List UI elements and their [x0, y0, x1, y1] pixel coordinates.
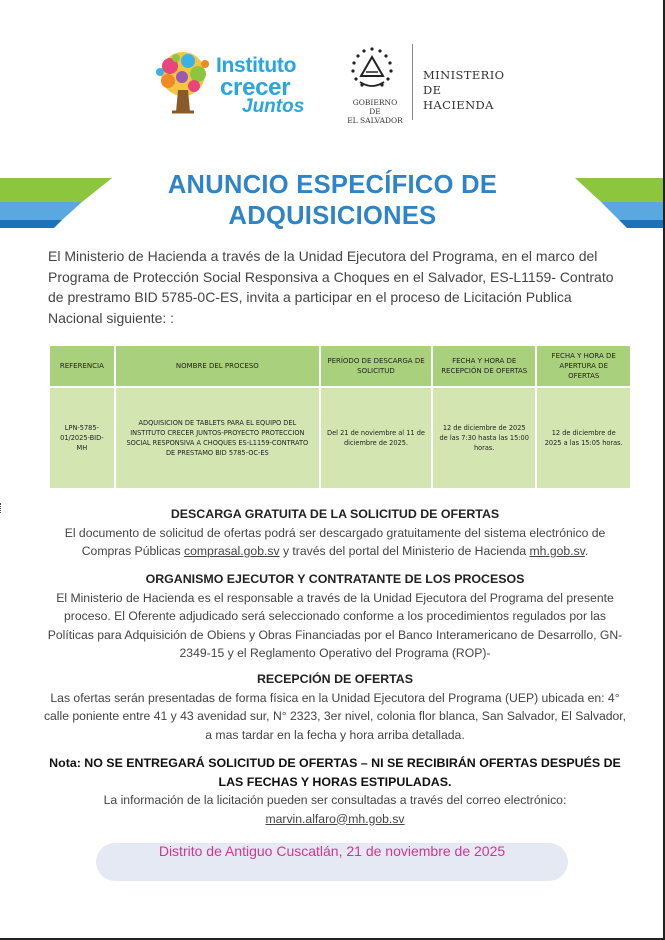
footer-location-date: Distrito de Antiguo Cuscatlán, 21 de noviembre de 2025: [96, 843, 568, 881]
instituto-crecer-juntos-logo: [150, 50, 310, 116]
process-table: [48, 344, 632, 490]
cell-nombre-proceso: ADQUISICION DE TABLETS PARA EL EQUIPO DEL INSTITUTO CRECER JUNTOS-PROYECTO PROTECCION SOCIAL RESPONSIVA A CHOQUES ES-L1159-CONTRATO DE PRESTAMO BID 5785-OC-ES: [116, 388, 319, 488]
el-salvador-seal-icon: [350, 46, 394, 92]
organismo-heading: ORGANISMO EJECUTOR Y CONTRATANTE DE LOS PROCESOS: [145, 572, 525, 586]
cell-fecha-recepcion: 12 de diciembre de 2025 de las 7:30 hasta las 15:00 horas.: [433, 388, 535, 488]
email-link[interactable]: marvin.alfaro@mh.gob.sv: [265, 811, 405, 826]
organismo-section: [40, 570, 630, 663]
header-referencia: REFERENCIA: [50, 346, 114, 386]
margin-mark: [0, 503, 4, 513]
right-decorative-band: [575, 172, 665, 232]
nota-heading: Nota: NO SE ENTREGARÁ SOLICITUD DE OFERTAS – NI SE RECIBIRÁN OFERTAS DESPUÉS DE LAS FECHAS Y HORAS ESTIPULADAS.: [49, 756, 621, 789]
intro-paragraph: El Ministerio de Hacienda a través de la Unidad Ejecutora del Programa, en el marco del Programa de Protección Social Responsiva a Choques en el Salvador, ES-L1159- Contrato de prestramo BID 5785-0C-ES, invita a participar en el proceso de Licitación Publica Nacional siguiente: :: [48, 248, 614, 326]
gobierno-label: GOBIERNO DE EL SALVADOR: [347, 98, 403, 125]
ministerio-hacienda-logo: [346, 44, 516, 124]
cell-periodo-descarga: Del 21 de noviembre al 11 de diciembre de 2025.: [321, 388, 431, 488]
header-nombre-proceso: NOMBRE DEL PROCESO: [116, 346, 319, 386]
header-fecha-apertura: FECHA Y HORA DE APERTURA DE OFERTAS: [537, 346, 630, 386]
nota-text: La información de la licitación pueden ser consultadas a través del correo electrónico:: [103, 793, 567, 807]
left-decorative-band: [0, 172, 112, 232]
nota-section: [40, 754, 630, 828]
table-row: [50, 388, 630, 488]
recepcion-heading: RECEPCIÓN DE OFERTAS: [256, 672, 414, 686]
comprasal-link[interactable]: comprasal.gob.sv: [184, 544, 280, 558]
tree-logo-icon: [150, 50, 216, 116]
header-periodo-descarga: PERÍODO DE DESCARGA DE SOLICITUD: [321, 346, 431, 386]
descarga-heading: DESCARGA GRATUITA DE LA SOLICITUD DE OFERTAS: [170, 507, 500, 521]
cell-referencia: LPN-5785-01/2025-BID-MH: [50, 388, 114, 488]
logo-divider: [412, 44, 413, 120]
organismo-text: El Ministerio de Hacienda es el responsable a través de la Unidad Ejecutora del Programa del presente proceso. El Oferente adjudicado será seleccionado conforme a los procedimientos regulados por las Políticas para Adquisición de Obiens y Obras Financiadas por el Banco Interamericano de Desarrollo, GN-2349-15 y el Reglamento Operativo del Programa (ROP)-: [47, 590, 623, 660]
recepcion-text: Las ofertas serán presentadas de forma física en la Unidad Ejecutora del Programa (UEP) ubicada en: 4° calle poniente entre 41 y 43 avenidad sur, N° 2323, 3er nivel, colonia flor blanca, San Salvador, El Salvador, a mas tardar en la fecha y hora arriba detallada.: [43, 690, 627, 742]
cell-fecha-apertura: 12 de diciembre de 2025 a las 15:05 horas.: [537, 388, 630, 488]
descarga-period: .: [584, 544, 589, 558]
descarga-text-2: y través del portal del Ministerio de Hacienda: [282, 544, 527, 558]
juntos-text: Juntos: [242, 96, 305, 117]
descarga-text: El documento de solicitud de ofertas podrá ser descargado gratuitamente del sistema electrónico de Compras Públicas: [64, 525, 606, 558]
ministerio-label: MINISTERIO DE HACIENDA: [423, 68, 505, 112]
mh-link[interactable]: mh.gob.sv: [529, 544, 585, 558]
descarga-section: [40, 505, 630, 561]
recepcion-section: [40, 670, 630, 744]
header-fecha-recepcion: FECHA Y HORA DE RECEPCIÓN DE OFERTAS: [433, 346, 535, 386]
instituto-text: Instituto: [216, 54, 297, 77]
crecer-text: crecer: [220, 74, 291, 101]
table-header-row: [50, 346, 630, 386]
page-title: ANUNCIO ESPECÍFICO DE ADQUISICIONES: [167, 171, 498, 230]
